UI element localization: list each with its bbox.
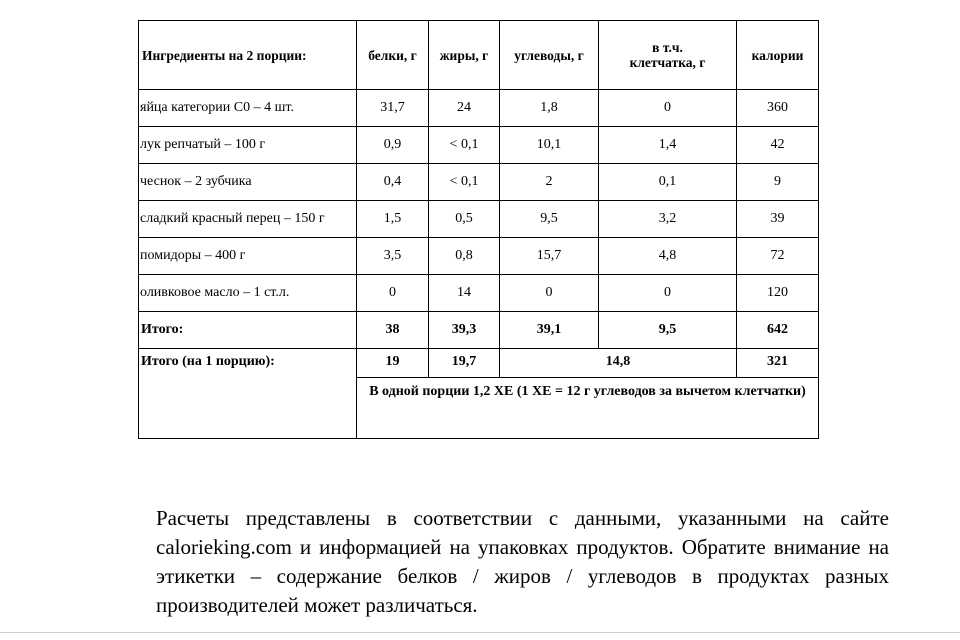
fiber-value: 0,1 [599, 164, 737, 201]
calories-value: 42 [737, 127, 819, 164]
per-portion-row [139, 349, 819, 378]
ingredient-name: чеснок – 2 зубчика [139, 164, 357, 201]
footnote-paragraph: Расчеты представлены в соответствии с данными, указанными на сайте calorieking.com и информацией на упаковках продуктов. Обратите внимание на этикетки – содержание белков / жиров / углеводов в продуктах разных производителей может различаться. [156, 506, 889, 617]
protein-value: 0,9 [357, 127, 429, 164]
protein-value: 0 [357, 275, 429, 312]
header-protein: белки, г [357, 21, 429, 90]
total-row [139, 312, 819, 349]
protein-value: 1,5 [357, 201, 429, 238]
total-carbs: 39,1 [500, 312, 599, 349]
table-row [139, 201, 819, 238]
header-calories: калории [737, 21, 819, 90]
table-row [139, 127, 819, 164]
carbs-value: 0 [500, 275, 599, 312]
calories-value: 9 [737, 164, 819, 201]
fiber-value: 3,2 [599, 201, 737, 238]
total-calories: 642 [737, 312, 819, 349]
per-portion-calories: 321 [737, 349, 819, 378]
calories-value: 120 [737, 275, 819, 312]
total-label: Итого: [139, 312, 357, 349]
table-row [139, 238, 819, 275]
header-fat: жиры, г [429, 21, 500, 90]
carbs-value: 10,1 [500, 127, 599, 164]
bread-units-note: В одной порции 1,2 ХЕ (1 ХЕ = 12 г углеводов за вычетом клетчатки) [357, 378, 819, 439]
nutrition-table [138, 20, 819, 439]
ingredient-name: сладкий красный перец – 150 г [139, 201, 357, 238]
ingredient-name: яйца категории С0 – 4 шт. [139, 90, 357, 127]
header-carbs: углеводы, г [500, 21, 599, 90]
per-portion-net-carbs: 14,8 [500, 349, 737, 378]
total-protein: 38 [357, 312, 429, 349]
fat-value: 0,8 [429, 238, 500, 275]
total-fiber: 9,5 [599, 312, 737, 349]
fiber-value: 0 [599, 275, 737, 312]
fat-value: 14 [429, 275, 500, 312]
ingredient-name: помидоры – 400 г [139, 238, 357, 275]
calories-value: 360 [737, 90, 819, 127]
carbs-value: 15,7 [500, 238, 599, 275]
carbs-value: 1,8 [500, 90, 599, 127]
fiber-value: 1,4 [599, 127, 737, 164]
header-fiber-line2: клетчатка, г [629, 55, 706, 70]
table-row [139, 275, 819, 312]
carbs-value: 2 [500, 164, 599, 201]
protein-value: 31,7 [357, 90, 429, 127]
fiber-value: 0 [599, 90, 737, 127]
fat-value: < 0,1 [429, 127, 500, 164]
header-fiber [599, 21, 737, 90]
header-ingredient: Ингредиенты на 2 порции: [139, 21, 357, 90]
per-portion-protein: 19 [357, 349, 429, 378]
table-header-row [139, 21, 819, 90]
fat-value: 24 [429, 90, 500, 127]
per-portion-label: Итого (на 1 порцию): [139, 349, 357, 439]
fiber-value: 4,8 [599, 238, 737, 275]
protein-value: 3,5 [357, 238, 429, 275]
table-row [139, 90, 819, 127]
calories-value: 72 [737, 238, 819, 275]
ingredient-name: лук репчатый – 100 г [139, 127, 357, 164]
fat-value: < 0,1 [429, 164, 500, 201]
calories-value: 39 [737, 201, 819, 238]
ingredient-name: оливковое масло – 1 ст.л. [139, 275, 357, 312]
header-fiber-line1: в т.ч. [652, 40, 683, 55]
table-row [139, 164, 819, 201]
total-fat: 39,3 [429, 312, 500, 349]
protein-value: 0,4 [357, 164, 429, 201]
page-bottom-divider [0, 632, 960, 633]
per-portion-fat: 19,7 [429, 349, 500, 378]
fat-value: 0,5 [429, 201, 500, 238]
carbs-value: 9,5 [500, 201, 599, 238]
